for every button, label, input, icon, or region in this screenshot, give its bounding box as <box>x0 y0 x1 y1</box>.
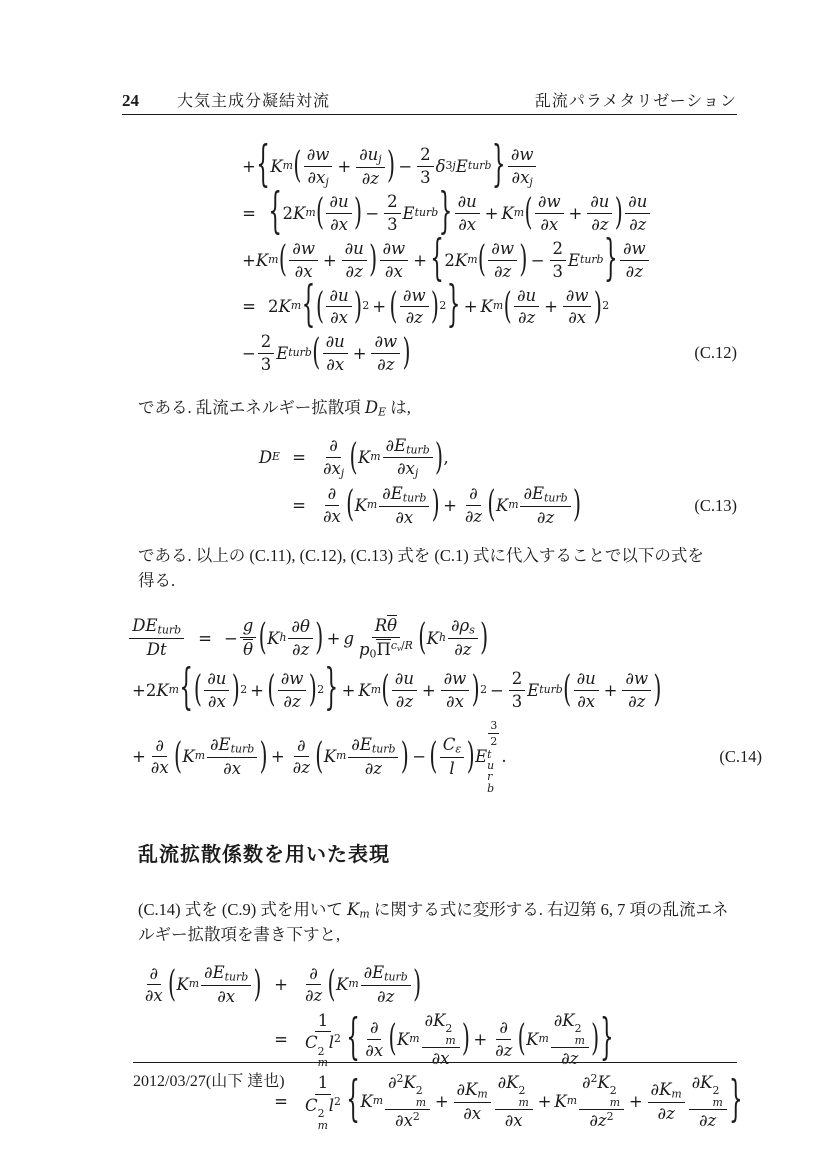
equation-tag: (C.12) <box>694 343 737 363</box>
equation-line: + ∂ ∂x ( K m ∂Eturb ∂x ) + ∂ ∂z ( K m ∂Eturb ∂z ) − ( Cε l ) E 3 2 t u r b . (C.14) <box>132 719 762 795</box>
paragraph-diffusion-intro <box>122 395 737 420</box>
equation-line: + { K m ( ∂w ∂xj + ∂uj ∂z ) − 2 3 δ 3j E turb } ∂w ∂xj <box>200 143 737 190</box>
text-line: 得る. <box>138 571 176 591</box>
equation-line: = 1 C 2 m $l^2$ { ∂ ∂x ( K m ∂K 2 m ∂x ) + ∂ ∂z ( K m ∂K 2 m ∂z ) } <box>274 1010 614 1070</box>
section-heading: 乱流拡散係数を用いた表現 <box>138 844 390 867</box>
equation-tag: (C.14) <box>719 746 762 766</box>
footer-text: 2012/03/27(山下 達也) <box>133 1073 285 1090</box>
text-line: ルギー拡散項を書き下すと, <box>138 925 341 945</box>
equation-c13 <box>245 434 737 530</box>
header-rule <box>122 114 737 115</box>
equation-line: ∂ ∂x ( K m ∂Eturb ∂x ) + ∂ ∂z ( K m ∂Eturb ∂z ) <box>144 962 422 1006</box>
equation-line: = 2 K m { ( ∂u ∂x ) 2 + ( ∂w ∂z ) 2 } + K m ( ∂u ∂z + ∂w ∂x ) 2 <box>242 277 610 334</box>
header-running-title: 乱流パラメタリゼーション <box>534 93 737 110</box>
text-line: (C.14) 式を (C.9) 式を用いて Km に関する式に変形する. 右辺第 6, 7 項の乱流エネ <box>138 900 729 921</box>
header-section-title: 大気主成分凝結対流 <box>177 93 331 110</box>
paragraph-substitution <box>122 543 737 593</box>
paragraph-km-transform <box>122 897 737 947</box>
equation-line: = { 2 K m ( ∂u ∂x ) − 2 3 E turb } ∂u ∂x + K m ( ∂w ∂x + ∂u ∂z ) ∂u ∂z <box>200 190 737 237</box>
equation-line: DEturb Dt = − $\frac{g}{\theta}$ ( K h ∂θ ∂z ) + g Rθ $p0\Pi^{cv/R}$ ( K h ∂ρs ∂z ) <box>122 611 762 664</box>
page-footer <box>133 1062 737 1169</box>
equation-line: D E = ∂ ∂xj ( K m ∂Eturb ∂xj ) , <box>258 435 449 481</box>
equation-line: = 1 C 2 m $l^2$ { K m ∂$^2$K 2 m $\partial x^2$ + ∂Km ∂x ∂K 2 m ∂x + K m ∂$^2$K 2 m $\partial z^2$ + ∂Km ∂z ∂K 2 m ∂z } <box>274 1071 743 1132</box>
equation-line: + K m ( ∂w ∂x + ∂u ∂z ) ∂w ∂x + { 2 K m ( ∂w ∂z ) − 2 3 E turb } ∂w ∂z <box>200 237 737 284</box>
equation-line: − $\frac{2}{3}$ E turb ( ∂u ∂x + ∂w ∂z ) (C.12) <box>242 330 737 374</box>
page-header <box>122 88 737 110</box>
text-line: である. 乱流エネルギー拡散項 DE は, <box>138 397 411 419</box>
equation-c12 <box>200 137 737 377</box>
equation-tag: (C.13) <box>694 495 737 515</box>
equation-line: = ∂ ∂x ( K m ∂Eturb ∂x ) + ∂ ∂z ( K m ∂Eturb ∂z ) (C.13) <box>292 483 737 527</box>
equation-c14 <box>122 611 762 798</box>
text-line: である. 以上の (C.11), (C.12), (C.13) 式を (C.1) 式に代入することで以下の式を <box>138 546 704 566</box>
equation-line: + 2 K m { ( ∂u ∂x ) 2 + ( ∂w ∂z ) 2 } + K m ( ∂u ∂z + ∂w ∂x ) 2 − 2 3 E turb ( ∂u ∂x + ∂w ∂z ) <box>132 660 662 717</box>
page-number: 24 <box>122 91 139 110</box>
